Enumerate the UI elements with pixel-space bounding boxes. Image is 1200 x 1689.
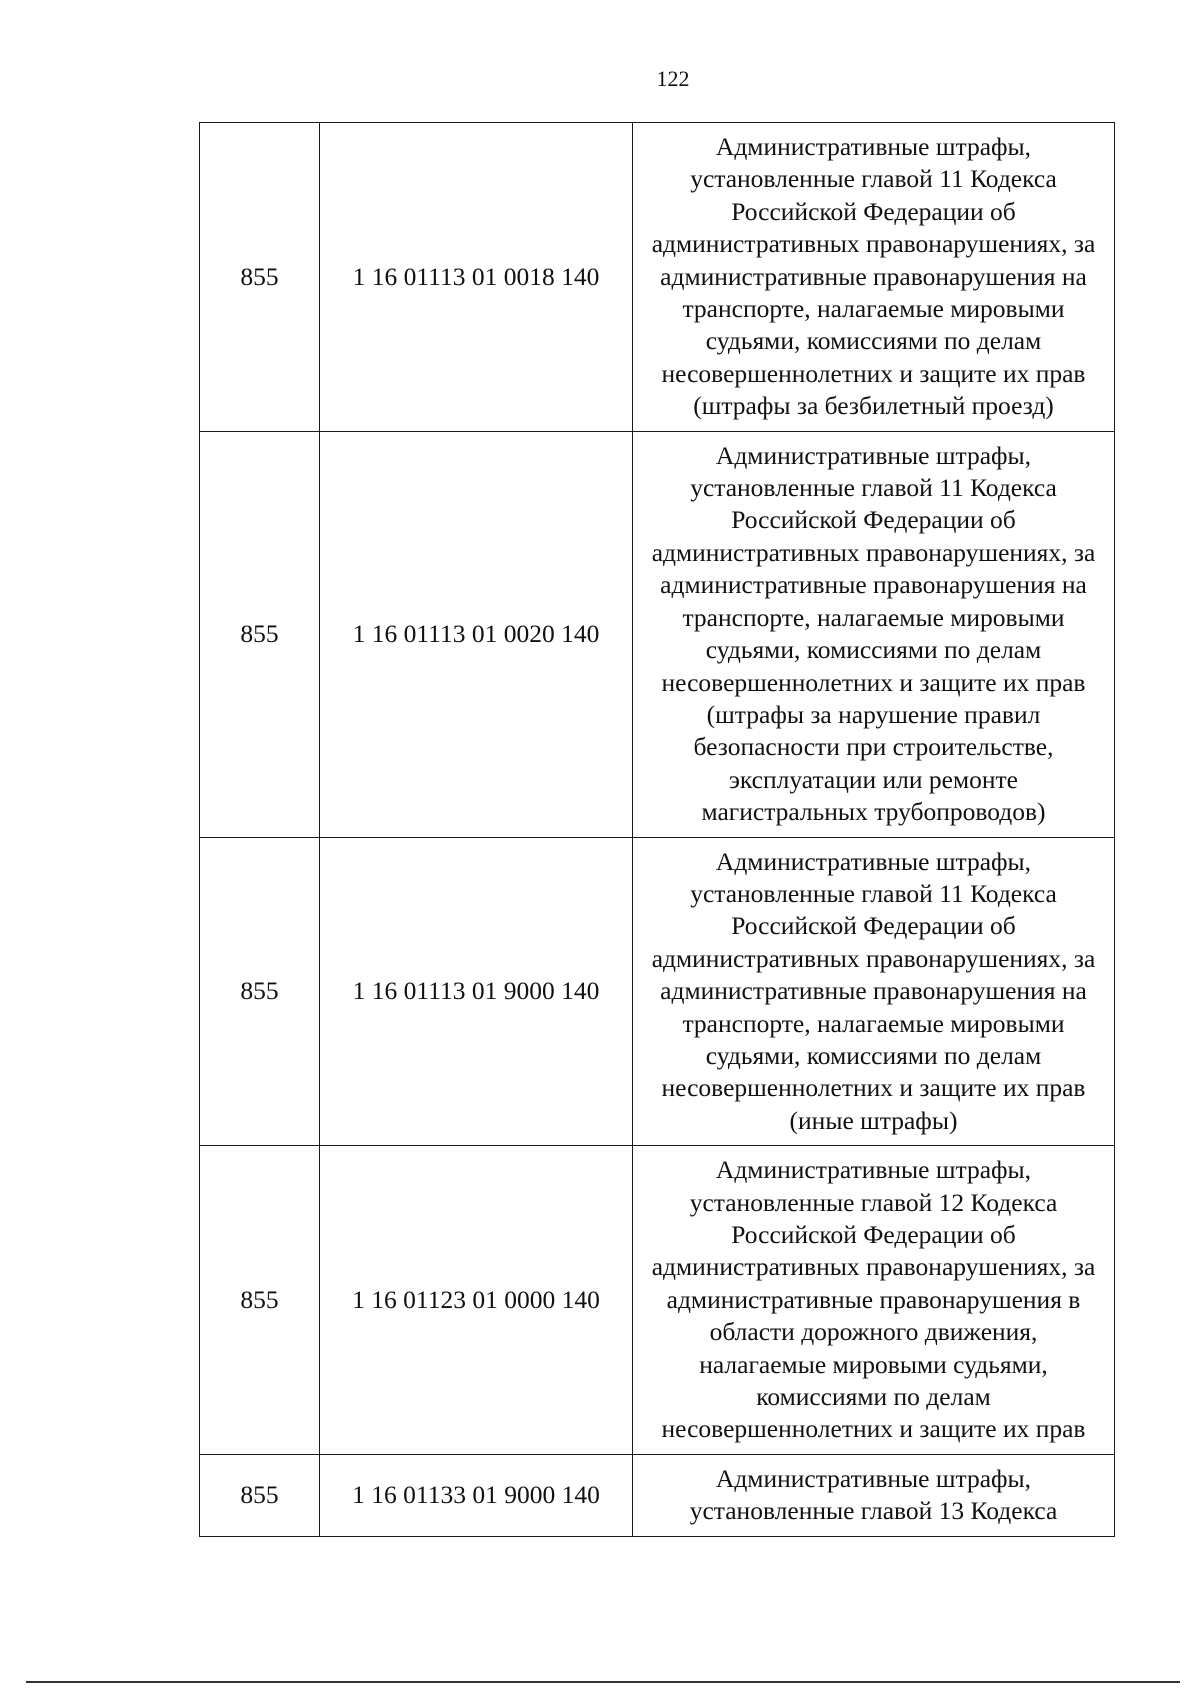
page-number: 122: [656, 66, 690, 91]
income-name-cell: [633, 123, 1115, 432]
budget-code-cell: 1 16 01113 01 0018 140: [320, 123, 633, 432]
table-row: [200, 123, 1115, 432]
budget-code-cell: 1 16 01113 01 9000 140: [320, 837, 633, 1146]
table-row: [200, 837, 1115, 1146]
table-row: [200, 431, 1115, 837]
admin-code-cell: 855: [200, 1454, 320, 1536]
income-name-cell: [633, 1146, 1115, 1455]
budget-code-cell: 1 16 01133 01 9000 140: [320, 1454, 633, 1536]
admin-code-cell: 855: [200, 431, 320, 837]
income-name-text: Административные штрафы, установленные главой 11 Кодекса Российской Федерации об административных правонарушениях, за административные правонарушения на транспорте, налагаемые мировыми судьями, комиссиями по делам несовершеннолетних и защите их прав (штрафы за безбилетный проезд): [651, 132, 1096, 421]
income-name-cell: [633, 837, 1115, 1146]
table-row: [200, 1454, 1115, 1536]
table-row: [200, 1146, 1115, 1455]
bottom-divider: [26, 1681, 1180, 1683]
income-name-cell: [633, 1454, 1115, 1536]
budget-code-cell: 1 16 01113 01 0020 140: [320, 431, 633, 837]
admin-code-cell: 855: [200, 837, 320, 1146]
budget-code-cell: 1 16 01123 01 0000 140: [320, 1146, 633, 1455]
income-name-text: Административные штрафы, установленные главой 13 Кодекса: [689, 1463, 1058, 1526]
admin-code-cell: 855: [200, 1146, 320, 1455]
budget-classification-table: [199, 122, 1115, 1537]
income-name-text: Административные штрафы, установленные главой 11 Кодекса Российской Федерации об административных правонарушениях, за административные правонарушения на транспорте, налагаемые мировыми судьями, комиссиями по делам несовершеннолетних и защите их прав (иные штрафы): [651, 846, 1096, 1135]
admin-code-cell: 855: [200, 123, 320, 432]
income-name-cell: [633, 431, 1115, 837]
income-name-text: Административные штрафы, установленные главой 12 Кодекса Российской Федерации об административных правонарушениях, за административные правонарушения в области дорожного движения, налагаемые мировыми судьями, комиссиями по делам несовершеннолетних и защите их прав: [651, 1155, 1096, 1444]
income-name-text: Административные штрафы, установленные главой 11 Кодекса Российской Федерации об административных правонарушениях, за административные правонарушения на транспорте, налагаемые мировыми судьями, комиссиями по делам несовершеннолетних и защите их прав (штрафы за нарушение правил безопасности при строительстве, эксплуатации или ремонте магистральных трубопроводов): [651, 440, 1096, 827]
